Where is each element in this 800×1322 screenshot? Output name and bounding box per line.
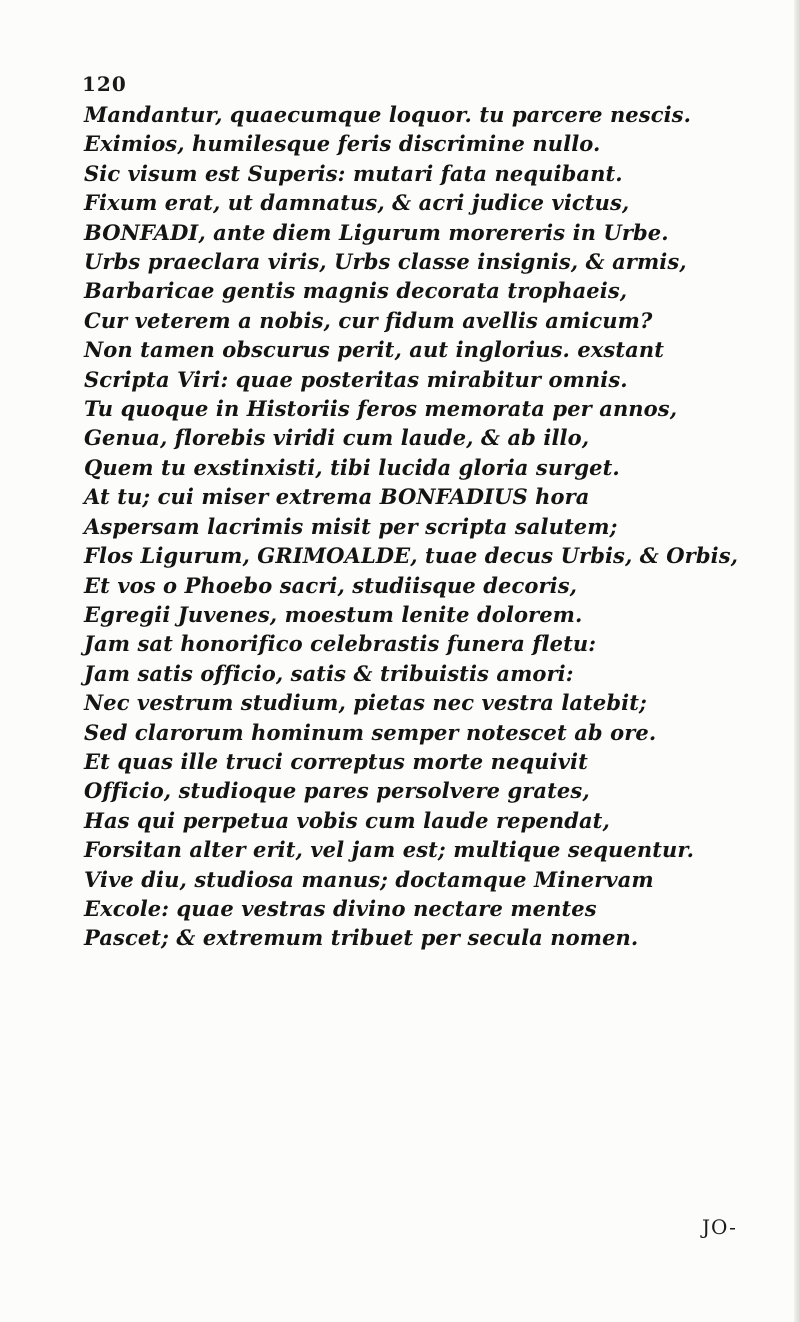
poem-line: Et vos o Phoebo sacri, studiisque decoris, — [84, 572, 578, 598]
poem-line: Nec vestrum studium, pietas nec vestra latebit; — [84, 690, 647, 716]
poem-text — [84, 100, 796, 953]
poem-line: Mandantur, quaecumque loquor. tu parcere nescis. — [84, 102, 691, 127]
poem-line: Has qui perpetua vobis cum laude rependat, — [84, 807, 610, 833]
poem-line: Tu quoque in Historiis feros memorata per annos, — [84, 396, 678, 422]
poem-line: Quem tu exstinxisti, tibi lucida gloria surget. — [84, 454, 620, 480]
poem-line: Vive diu, studiosa manus; doctamque Minervam — [84, 866, 654, 892]
catchword: JO- — [702, 1215, 737, 1239]
poem-line: Eximios, humilesque feris discrimine nullo. — [84, 131, 601, 157]
poem-line: Sed clarorum hominum semper notescet ab ore. — [84, 719, 657, 745]
poem-line: Jam sat honorifico celebrastis funera fletu: — [84, 631, 597, 657]
poem-line: Scripta Viri: quae posteritas mirabitur omnis. — [84, 366, 628, 392]
poem-line: Excole: quae vestras divino nectare mentes — [84, 895, 597, 921]
poem-line: Flos Ligurum, GRIMOALDE, tuae decus Urbis, & Orbis, — [84, 543, 739, 569]
poem-line: Fixum erat, ut damnatus, & acri judice victus, — [84, 190, 630, 216]
page-number: 120 — [82, 72, 127, 96]
poem-line: Forsitan alter erit, vel jam est; multique sequentur. — [84, 837, 695, 863]
poem-line: Urbs praeclara viris, Urbs classe insignis, & armis, — [84, 249, 687, 275]
poem-line: Officio, studioque pares persolvere grates, — [84, 778, 590, 804]
poem-line: Egregii Juvenes, moestum lenite dolorem. — [84, 601, 583, 627]
poem-line: Genua, florebis viridi cum laude, & ab illo, — [84, 425, 590, 451]
poem-line: Cur veterem a nobis, cur fidum avellis amicum? — [84, 307, 653, 333]
poem-line: Sic visum est Superis: mutari fata nequibant. — [84, 160, 623, 186]
poem-line: Aspersam lacrimis misit per scripta salutem; — [84, 513, 618, 539]
poem-line: BONFADI, ante diem Ligurum morereris in Urbe. — [84, 219, 669, 245]
poem-line: Barbaricae gentis magnis decorata trophaeis, — [84, 278, 628, 304]
poem-line: Jam satis officio, satis & tribuistis amori: — [84, 660, 574, 686]
poem-line: At tu; cui miser extrema BONFADIUS hora — [84, 484, 590, 510]
poem-line: Non tamen obscurus perit, aut inglorius. exstant — [84, 337, 665, 363]
poem-line: Et quas ille truci correptus morte nequivit — [84, 748, 588, 774]
poem-line: Pascet; & extremum tribuet per secula nomen. — [84, 925, 639, 951]
